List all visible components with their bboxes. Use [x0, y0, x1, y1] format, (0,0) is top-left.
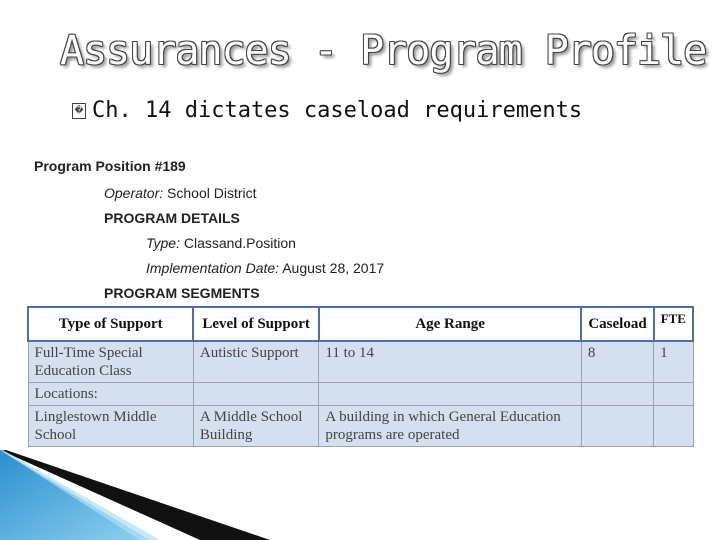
- corner-decoration: [0, 450, 300, 540]
- table-header-row: [28, 307, 693, 341]
- cell-empty: [654, 383, 693, 406]
- program-details-heading: PROGRAM DETAILS: [104, 210, 240, 226]
- cell-type-of-support: Full-Time Special Education Class: [28, 341, 193, 383]
- header-fte: FTE: [654, 307, 693, 341]
- implementation-date-value: August 28, 2017: [279, 260, 385, 276]
- program-segments-heading: PROGRAM SEGMENTS: [104, 285, 260, 301]
- checkbox-bullet-icon: �: [72, 103, 86, 119]
- table-row: [28, 341, 693, 383]
- header-type-of-support: Type of Support: [28, 307, 193, 341]
- cell-location-building: A Middle School Building: [193, 406, 319, 447]
- cell-empty: [654, 406, 693, 447]
- program-segments-table: [27, 306, 694, 447]
- table-row: [28, 406, 693, 447]
- type-label: Type:: [146, 235, 180, 251]
- implementation-date-label: Implementation Date:: [146, 260, 280, 276]
- header-age-range: Age Range: [319, 307, 581, 341]
- cell-empty: [581, 383, 653, 406]
- operator-label: Operator:: [104, 185, 164, 201]
- cell-empty: [193, 383, 319, 406]
- header-caseload: Caseload: [581, 307, 653, 341]
- cell-level-of-support: Autistic Support: [193, 341, 319, 383]
- program-position: Program Position #189: [34, 158, 186, 174]
- type-value: Classand.Position: [179, 235, 296, 251]
- cell-empty: [319, 383, 581, 406]
- header-level-of-support: Level of Support: [193, 307, 319, 341]
- operator-line: [104, 185, 257, 201]
- cell-caseload: 8: [581, 341, 653, 383]
- cell-age-range: 11 to 14: [319, 341, 581, 383]
- implementation-date-line: [146, 260, 384, 276]
- cell-location-description: A building in which General Education programs are operated: [319, 406, 581, 447]
- bullet-text: Ch. 14 dictates caseload requirements: [92, 98, 583, 123]
- type-line: [146, 235, 296, 251]
- cell-locations-label: Locations:: [28, 383, 193, 406]
- bullet-item: [72, 98, 582, 123]
- operator-value: School District: [163, 185, 257, 201]
- cell-empty: [581, 406, 653, 447]
- table-row-locations: [28, 383, 693, 406]
- cell-fte: 1: [654, 341, 693, 383]
- slide-title: Assurances - Program Profile: [60, 28, 707, 74]
- cell-location-name: Linglestown Middle School: [28, 406, 193, 447]
